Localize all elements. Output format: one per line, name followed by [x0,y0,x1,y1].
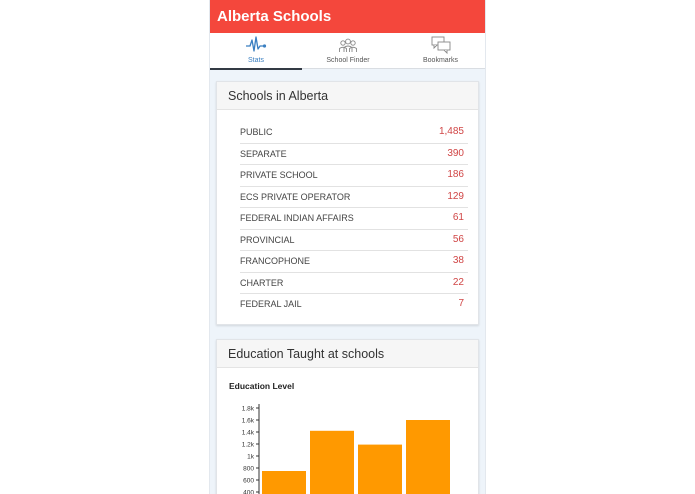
active-tab-indicator [210,68,302,70]
tab-bar [210,33,486,69]
app-bar [210,0,486,33]
y-tick-label: 1.4k [241,429,254,437]
school-type-count: 186 [447,169,464,180]
school-type-name: PROVINCIAL [240,234,295,245]
school-type-name: FEDERAL INDIAN AFFAIRS [240,213,354,223]
list-item [240,122,468,144]
schools-list [240,122,468,316]
tab-school-finder-label: School Finder [326,57,370,64]
school-type-name: ECS PRIVATE OPERATOR [240,191,351,202]
schools-card-title: Schools in Alberta [217,82,478,110]
app-screen [209,0,486,494]
bar[interactable] [406,420,450,494]
bar[interactable] [310,431,354,494]
y-tick-label: 1.8k [241,405,254,413]
school-type-count: 61 [452,212,464,223]
y-tick-label: 1.6k [241,417,254,425]
chat-bubbles-icon [430,35,452,55]
tab-bookmarks-label: Bookmarks [422,57,458,64]
education-card-title: Education Taught at schools [217,340,478,368]
education-card [216,339,479,494]
y-tick-label: 800 [243,465,254,473]
list-item [240,273,468,295]
list-item [240,230,468,252]
list-item [240,208,468,230]
bar[interactable] [358,445,402,494]
tab-bookmarks[interactable] [394,33,486,69]
list-item [240,294,468,316]
school-type-count: 1,485 [438,126,464,137]
school-type-count: 390 [447,147,464,159]
people-icon [337,35,359,55]
chart-title: Education Level [229,381,295,391]
school-type-name: PRIVATE SCHOOL [240,170,318,180]
school-type-name: SEPARATE [240,148,287,159]
y-tick-label: 600 [243,477,254,485]
app-title: Alberta Schools [217,8,332,25]
y-tick-label: 400 [243,489,254,494]
tab-stats-label: Stats [248,57,264,64]
school-type-count: 129 [447,190,464,202]
bars [262,420,450,494]
schools-in-alberta-card [216,81,479,325]
school-type-name: FRANCOPHONE [240,256,311,266]
school-type-name: CHARTER [240,277,284,288]
y-tick-label: 1k [247,453,254,461]
y-tick-label: 1.2k [241,441,254,449]
tab-school-finder[interactable] [302,33,394,69]
school-type-name: PUBLIC [240,127,273,137]
education-bar-chart [217,390,480,494]
school-type-name: FEDERAL JAIL [240,299,302,309]
school-type-count: 38 [452,255,464,266]
bar[interactable] [262,471,306,494]
list-item [240,187,468,209]
tab-stats[interactable] [210,33,302,69]
list-item [240,144,468,166]
list-item [240,251,468,273]
school-type-count: 22 [452,276,464,288]
school-type-count: 7 [458,298,464,309]
y-axis [242,404,259,494]
school-type-count: 56 [452,233,464,245]
pulse-icon [245,35,267,55]
list-item [240,165,468,187]
